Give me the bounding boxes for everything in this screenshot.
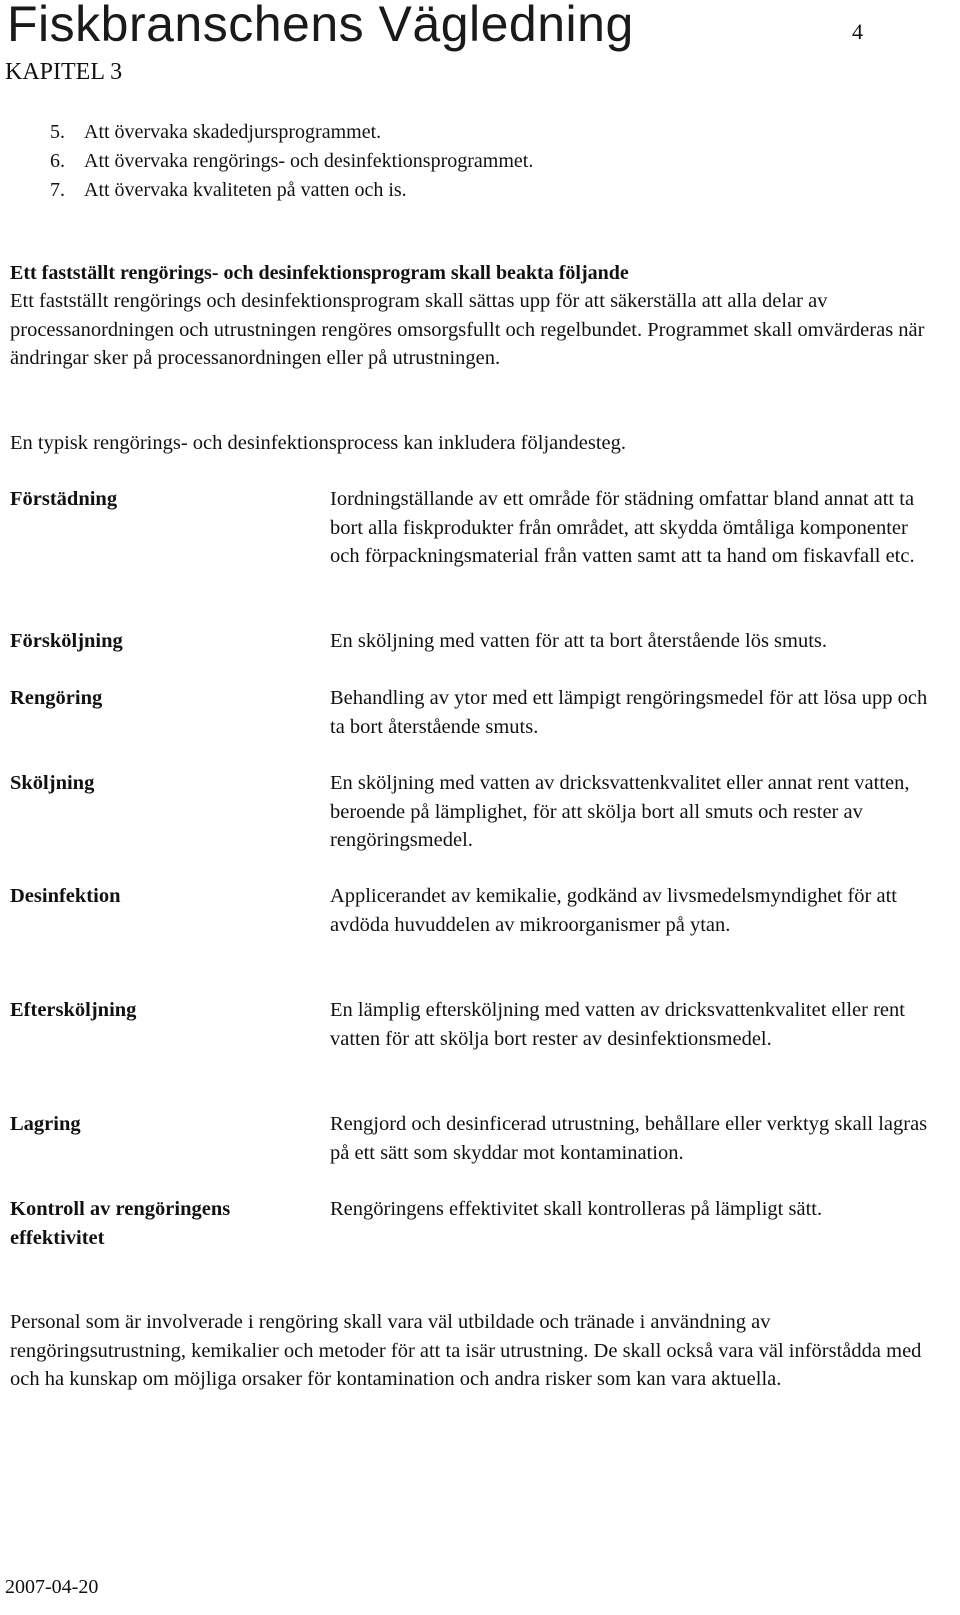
closing-paragraph: Personal som är involverade i rengöring skall vara väl utbildade och tränade i användning av rengöringsutrustning, kemikalier och metoder för att ta isär utrustning. De skall också vara väl införstådda med och ha kunskap om möjliga orsaker för kontamination och andra risker som kan vara aktuella.: [10, 1311, 922, 1390]
list-item-number: 5.: [50, 121, 65, 143]
list-item-number: 7.: [50, 179, 65, 201]
step-description: Behandling av ytor med ett lämpigt rengöringsmedel för att lösa upp och ta bort återstående smuts.: [330, 687, 928, 738]
step-description: En lämplig eftersköljning med vatten av dricksvattenkvalitet eller rent vatten för att skölja bort rester av desinfektionsmedel.: [330, 999, 905, 1050]
step-description: Iordningställande av ett område för städning omfattar bland annat att ta bort alla fiskprodukter från området, att skydda ömtåliga komponenter och förpackningsmaterial från vatten samt att ta hand om fiskavfall etc.: [330, 488, 915, 567]
page-number: 4: [852, 19, 863, 44]
list-item: [50, 176, 533, 205]
process-intro-paragraph: En typisk rengörings- och desinfektionsprocess kan inkludera följandesteg.: [10, 432, 626, 454]
step-term: Lagring: [10, 1113, 81, 1135]
step-description: Applicerandet av kemikalie, godkänd av livsmedelsmyndighet för att avdöda huvuddelen av mikroorganismer på ytan.: [330, 885, 898, 936]
list-item: [50, 118, 533, 147]
footer-date: 2007-04-20: [5, 1576, 99, 1598]
list-item-text: Att övervaka rengörings- och desinfektionsprogrammet.: [84, 150, 534, 172]
step-description: En sköljning med vatten för att ta bort återstående lös smuts.: [330, 630, 828, 652]
step-term: Rengöring: [10, 687, 103, 709]
document-title: Fiskbranschens Vägledning: [7, 0, 634, 52]
chapter-label: KAPITEL 3: [5, 59, 123, 85]
step-term: Eftersköljning: [10, 999, 137, 1021]
step-term: Sköljning: [10, 772, 95, 794]
step-term: Desinfektion: [10, 885, 121, 907]
list-item: [50, 147, 533, 176]
step-term: Kontroll av rengöringens effektivitet: [10, 1198, 231, 1249]
list-item-text: Att övervaka kvaliteten på vatten och is.: [84, 179, 407, 201]
step-term: Försköljning: [10, 630, 123, 652]
step-description: Rengöringens effektivitet skall kontrolleras på lämpligt sätt.: [330, 1198, 823, 1220]
section-heading: Ett fastställt rengörings- och desinfektionsprogram skall beakta följande: [10, 262, 629, 284]
list-item-text: Att övervaka skadedjursprogrammet.: [84, 121, 382, 143]
step-description: En sköljning med vatten av dricksvattenkvalitet eller annat rent vatten, beroende på lämplighet, för att skölja bort all smuts och rester av rengöringsmedel.: [330, 772, 910, 851]
numbered-list: [50, 118, 533, 205]
intro-paragraph: Ett fastställt rengörings och desinfektionsprogram skall sättas upp för att säkerställa att alla delar av processanordningen och utrustningen rengöres omsorgsfullt och regelbundet. Programmet skall omvärderas när ändringar sker på processanordningen eller på utrustningen.: [10, 290, 925, 369]
step-term: Förstädning: [10, 488, 118, 510]
step-description: Rengjord och desinficerad utrustning, behållare eller verktyg skall lagras på ett sätt som skyddar mot kontamination.: [330, 1113, 928, 1164]
list-item-number: 6.: [50, 150, 65, 172]
